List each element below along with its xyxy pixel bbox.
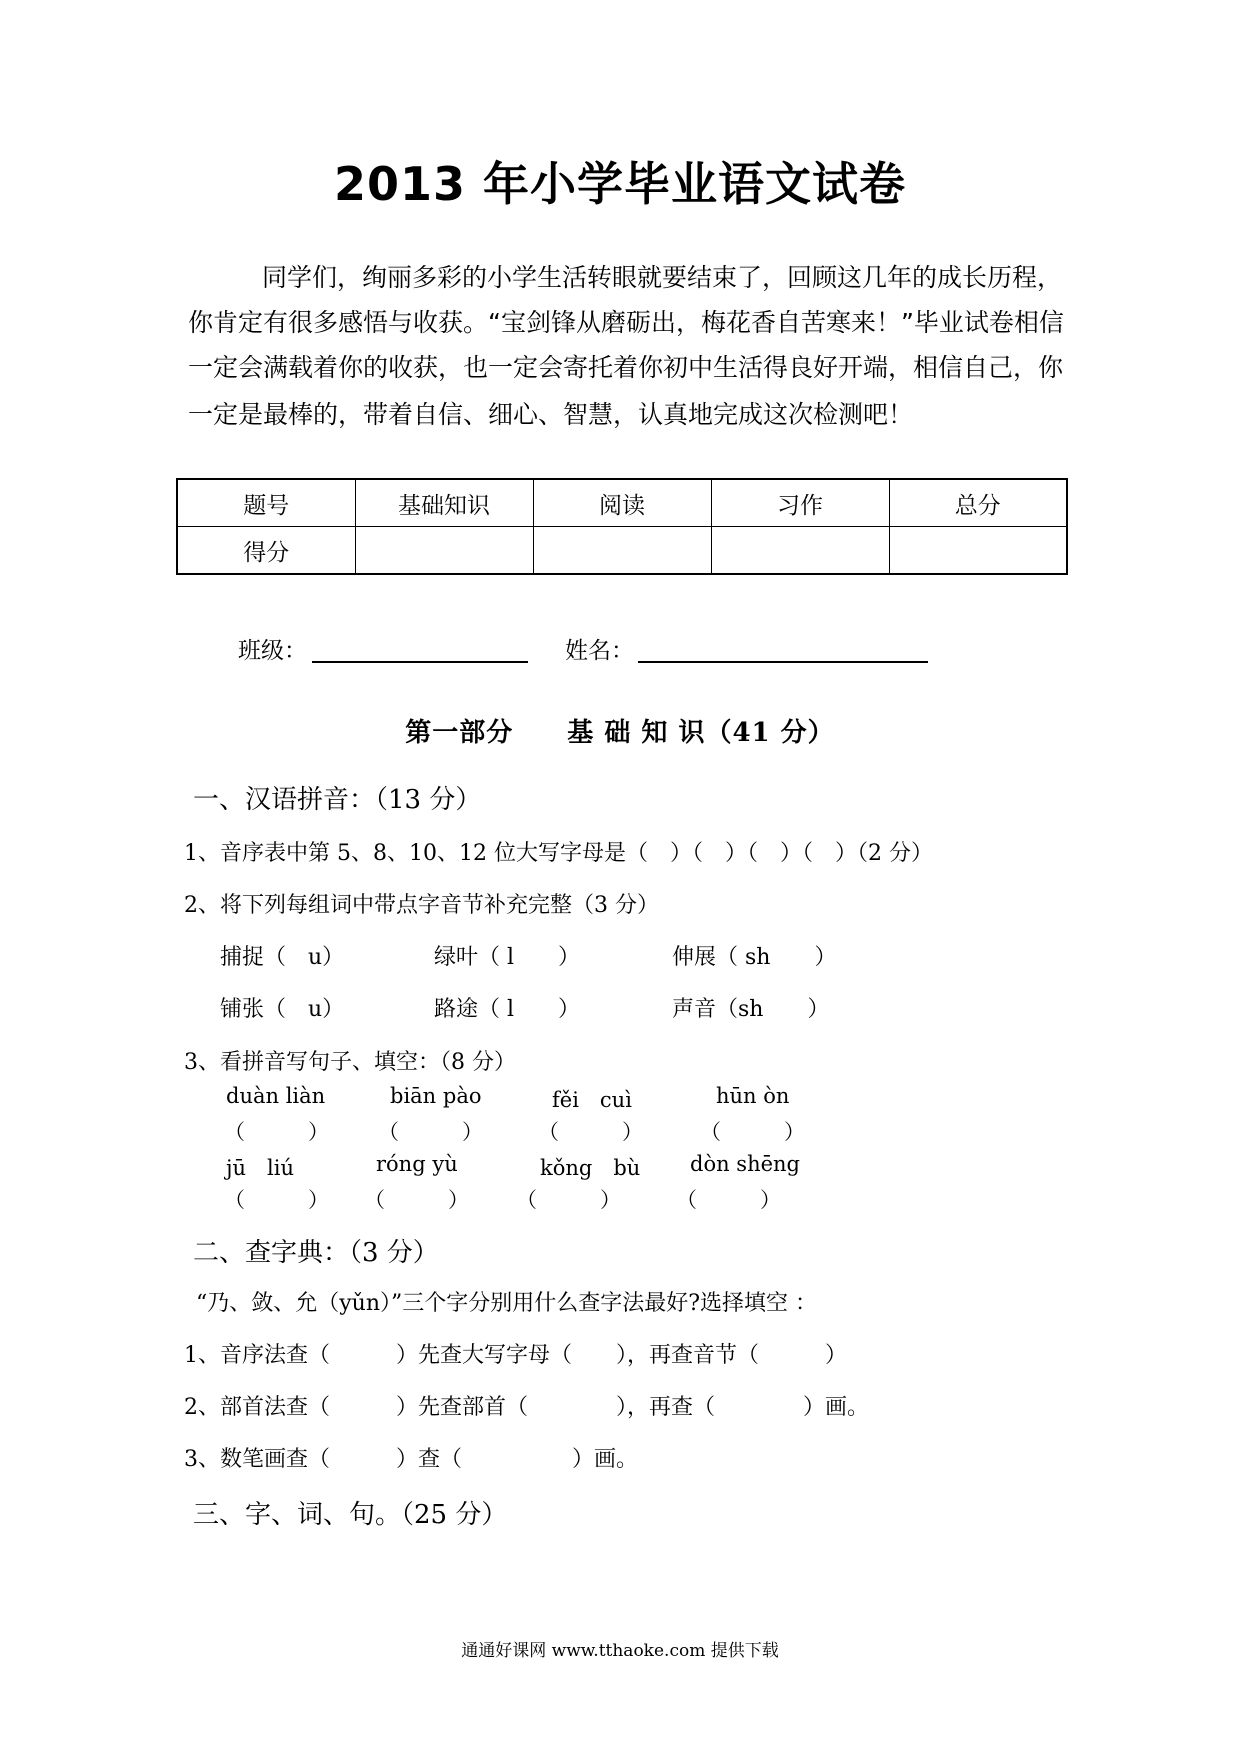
intro-line: 同学们，绚丽多彩的小学生活转眼就要结束了，回顾这几年的成长历程， [262,263,1063,292]
answer-blank[interactable]: （ ） [538,1120,643,1144]
pinyin: biān pào [390,1084,482,1108]
section2-item: 3、数笔画查（ ）查（ ）画。 [184,1447,638,1472]
section1-title: 一、汉语拼音：（13 分） [193,785,482,815]
score-table-header-cell: 总分 [889,479,1067,527]
footer-credit: 通通好课网 www.tthaoke.com 提供下载 [461,1641,779,1661]
q2-item: 捕捉（ u） [220,945,345,970]
pinyin: duàn liàn [226,1084,326,1108]
section2-item: 1、音序法查（ ）先查大写字母（ ），再查音节（ ） [184,1343,847,1368]
score-table-score-row [177,527,1067,575]
pinyin: róng yù [376,1152,458,1176]
answer-blank[interactable]: （ ） [364,1188,469,1212]
answer-blank[interactable]: （ ） [516,1188,621,1212]
score-cell-reading[interactable] [533,527,711,575]
answer-blank[interactable]: （ ） [224,1120,329,1144]
pinyin: fěi cuì [552,1088,632,1112]
pinyin: hūn òn [716,1084,790,1108]
score-cell-basic[interactable] [355,527,533,575]
section3-title: 三、字、词、句。（25 分） [193,1500,508,1530]
score-cell-total[interactable] [889,527,1067,575]
question-1: 1、音序表中第 5、8、10、12 位大写字母是（ ）（ ）（ ）（ ）（2 分） [184,841,933,866]
q2-item: 绿叶（ l ） [434,945,581,970]
q2-item: 伸展（ sh ） [672,945,837,970]
pinyin: jū liú [226,1156,294,1180]
score-row-label: 得分 [177,527,355,575]
section2-prompt: “乃、敛、允（yǔn）”三个字分别用什么查字法最好?选择填空 ： [196,1291,818,1316]
q2-item: 声音（sh ） [672,997,830,1022]
name-field[interactable] [638,661,928,663]
score-cell-writing[interactable] [711,527,889,575]
question-3: 3、看拼音写句子、填空：（8 分） [184,1050,516,1075]
exam-title: 2013 年小学毕业语文试卷 [333,157,907,211]
score-table [176,478,1068,575]
score-table-header-row [177,479,1067,527]
score-table-header-cell: 题号 [177,479,355,527]
answer-blank[interactable]: （ ） [676,1188,781,1212]
section2-item: 2、部首法查（ ）先查部首（ ），再查（ ）画。 [184,1395,869,1420]
class-field[interactable] [312,661,528,663]
intro-line: 一定是最棒的，带着自信、细心、智慧，认真地完成这次检测吧！ [188,400,914,429]
name-label: 姓名： [565,638,634,664]
answer-blank[interactable]: （ ） [700,1120,805,1144]
intro-line: 你肯定有很多感悟与收获。“宝剑锋从磨砺出，梅花香自苦寒来！”毕业试卷相信 [188,308,1064,337]
part1-heading: 第一部分 基 础 知 识（41 分） [405,718,835,748]
score-table-header-cell: 阅读 [533,479,711,527]
score-table-header-cell: 基础知识 [355,479,533,527]
pinyin: dòn shēng [690,1152,800,1176]
q2-item: 路途（ l ） [434,997,581,1022]
section2-title: 二、查字典：（3 分） [193,1238,439,1268]
answer-blank[interactable]: （ ） [224,1188,329,1212]
score-table-header-cell: 习作 [711,479,889,527]
intro-line: 一定会满载着你的收获，也一定会寄托着你初中生活得良好开端，相信自己，你 [188,353,1064,382]
class-label: 班级： [238,638,307,664]
pinyin: kǒng bù [540,1156,641,1180]
answer-blank[interactable]: （ ） [378,1120,483,1144]
question-2: 2、将下列每组词中带点字音节补充完整（3 分） [184,893,659,918]
q2-item: 铺张（ u） [220,997,345,1022]
